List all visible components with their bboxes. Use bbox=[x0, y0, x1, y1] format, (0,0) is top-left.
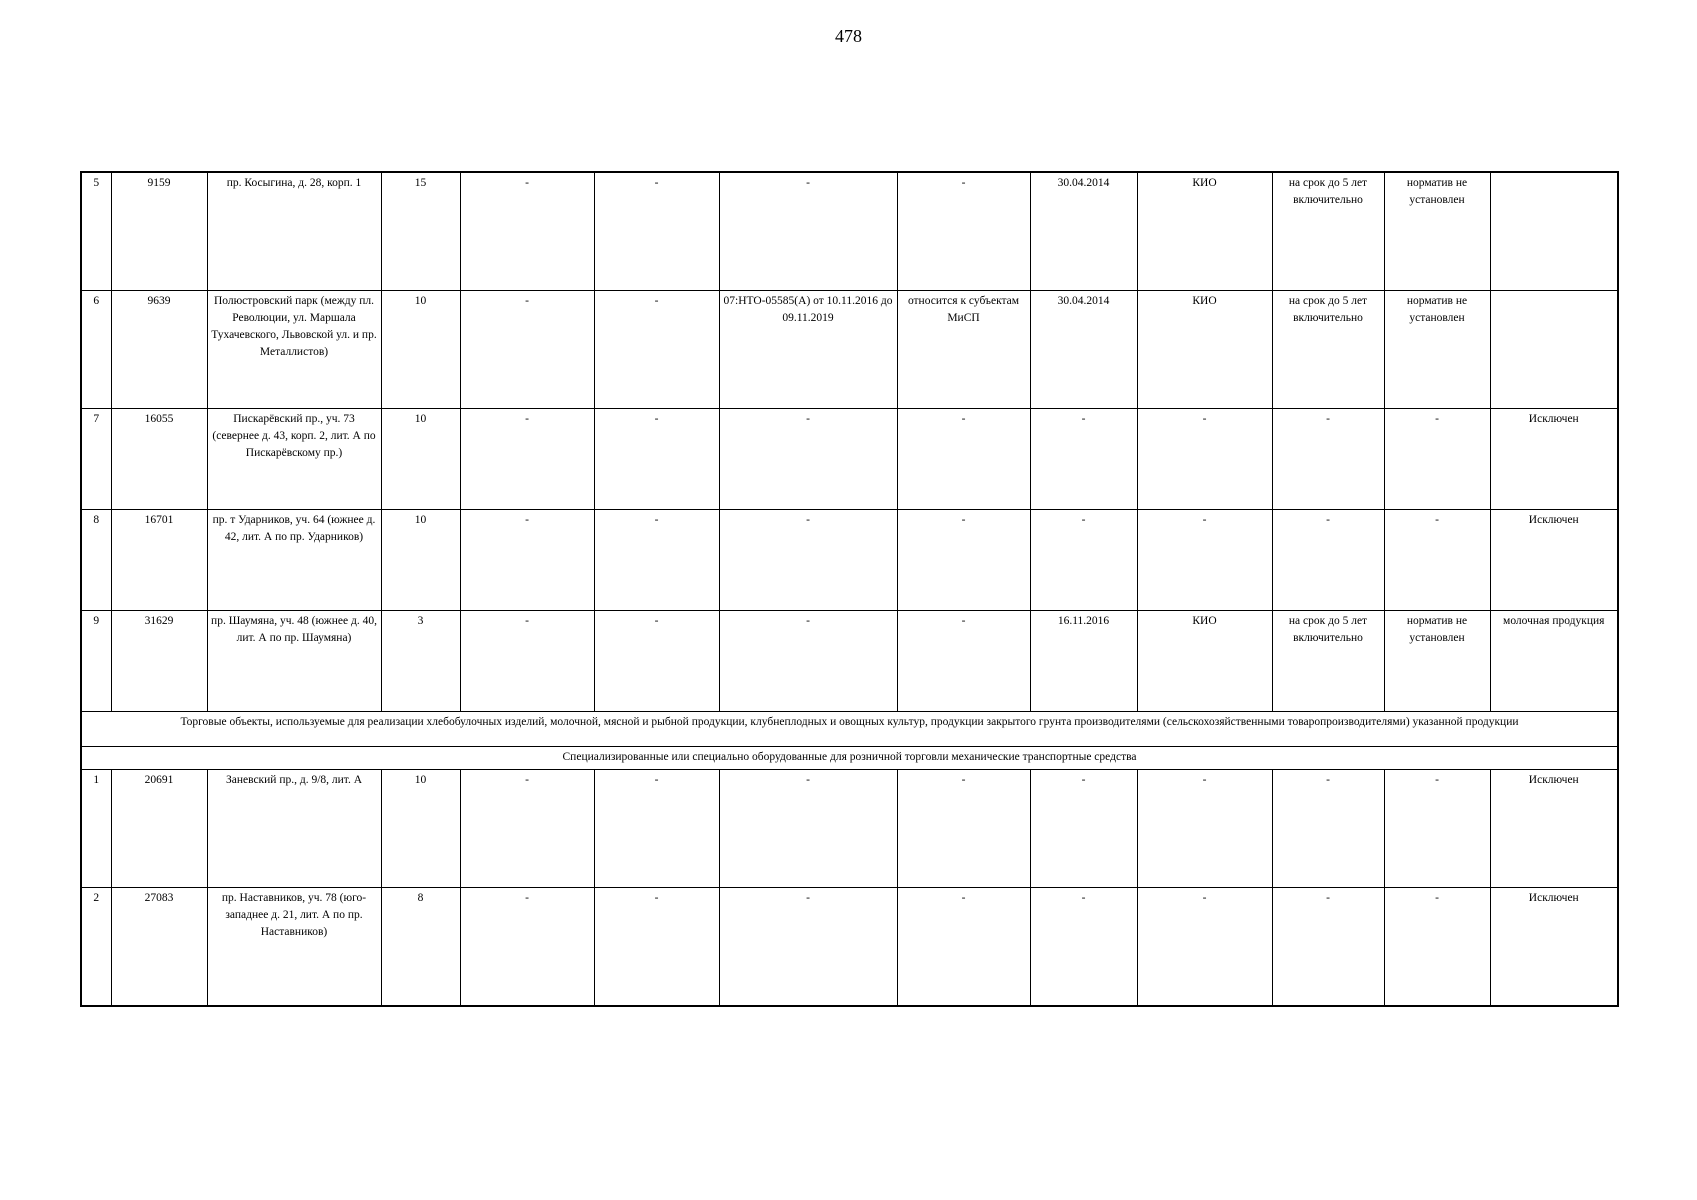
row-number: 8 bbox=[81, 510, 111, 611]
inclusion-date: - bbox=[1030, 888, 1137, 1007]
norm: норматив не установлен bbox=[1384, 611, 1490, 712]
subject-info: относится к субъектам МиСП bbox=[897, 291, 1030, 409]
note: Исключен bbox=[1490, 510, 1618, 611]
organization: КИО bbox=[1137, 611, 1272, 712]
object-area: 3 bbox=[381, 611, 460, 712]
row-number: 2 bbox=[81, 888, 111, 1007]
organization: - bbox=[1137, 510, 1272, 611]
cell-col5: - bbox=[460, 291, 594, 409]
term: на срок до 5 лет включительно bbox=[1272, 611, 1384, 712]
term: на срок до 5 лет включительно bbox=[1272, 291, 1384, 409]
object-code: 16701 bbox=[111, 510, 207, 611]
object-code: 9159 bbox=[111, 172, 207, 291]
norm: - bbox=[1384, 510, 1490, 611]
object-code: 27083 bbox=[111, 888, 207, 1007]
note bbox=[1490, 172, 1618, 291]
inclusion-date: - bbox=[1030, 770, 1137, 888]
object-code: 9639 bbox=[111, 291, 207, 409]
contract-info: 07:НТО-05585(А) от 10.11.2016 до 09.11.2019 bbox=[719, 291, 897, 409]
object-code: 20691 bbox=[111, 770, 207, 888]
section-heading-row bbox=[81, 747, 1618, 770]
table-row bbox=[81, 291, 1618, 409]
object-address: пр. т Ударников, уч. 64 (южнее д. 42, лит. А по пр. Ударников) bbox=[207, 510, 381, 611]
subject-info: - bbox=[897, 409, 1030, 510]
cell-col5: - bbox=[460, 770, 594, 888]
cell-col6: - bbox=[594, 172, 719, 291]
term: - bbox=[1272, 409, 1384, 510]
term: - bbox=[1272, 770, 1384, 888]
row-number: 9 bbox=[81, 611, 111, 712]
term: - bbox=[1272, 510, 1384, 611]
object-area: 8 bbox=[381, 888, 460, 1007]
row-number: 5 bbox=[81, 172, 111, 291]
subject-info: - bbox=[897, 770, 1030, 888]
cell-col5: - bbox=[460, 172, 594, 291]
object-code: 31629 bbox=[111, 611, 207, 712]
contract-info: - bbox=[719, 409, 897, 510]
inclusion-date: - bbox=[1030, 510, 1137, 611]
object-address: пр. Наставников, уч. 78 (юго-западнее д. 21, лит. А по пр. Наставников) bbox=[207, 888, 381, 1007]
page-number: 478 bbox=[835, 26, 862, 46]
object-area: 10 bbox=[381, 409, 460, 510]
cell-col5: - bbox=[460, 510, 594, 611]
organization: КИО bbox=[1137, 172, 1272, 291]
cell-col6: - bbox=[594, 409, 719, 510]
norm: - bbox=[1384, 409, 1490, 510]
cell-col5: - bbox=[460, 611, 594, 712]
objects-table bbox=[80, 171, 1619, 1007]
object-area: 10 bbox=[381, 291, 460, 409]
subject-info: - bbox=[897, 172, 1030, 291]
contract-info: - bbox=[719, 510, 897, 611]
subject-info: - bbox=[897, 888, 1030, 1007]
term: на срок до 5 лет включительно bbox=[1272, 172, 1384, 291]
note bbox=[1490, 291, 1618, 409]
cell-col6: - bbox=[594, 291, 719, 409]
table-row bbox=[81, 510, 1618, 611]
object-address: Пискарёвский пр., уч. 73 (севернее д. 43, корп. 2, лит. А по Пискарёвскому пр.) bbox=[207, 409, 381, 510]
section-heading-row bbox=[81, 712, 1618, 747]
row-number: 6 bbox=[81, 291, 111, 409]
norm: норматив не установлен bbox=[1384, 291, 1490, 409]
object-area: 10 bbox=[381, 770, 460, 888]
organization: - bbox=[1137, 409, 1272, 510]
note: Исключен bbox=[1490, 888, 1618, 1007]
contract-info: - bbox=[719, 172, 897, 291]
inclusion-date: 30.04.2014 bbox=[1030, 172, 1137, 291]
object-address: пр. Косыгина, д. 28, корп. 1 bbox=[207, 172, 381, 291]
contract-info: - bbox=[719, 611, 897, 712]
object-address: пр. Шаумяна, уч. 48 (южнее д. 40, лит. А по пр. Шаумяна) bbox=[207, 611, 381, 712]
object-area: 15 bbox=[381, 172, 460, 291]
organization: - bbox=[1137, 888, 1272, 1007]
section-heading: Специализированные или специально оборудованные для розничной торговли механические транспортные средства bbox=[81, 747, 1618, 770]
note: молочная продукция bbox=[1490, 611, 1618, 712]
organization: КИО bbox=[1137, 291, 1272, 409]
contract-info: - bbox=[719, 888, 897, 1007]
term: - bbox=[1272, 888, 1384, 1007]
subject-info: - bbox=[897, 611, 1030, 712]
norm: - bbox=[1384, 770, 1490, 888]
row-number: 7 bbox=[81, 409, 111, 510]
table-row bbox=[81, 888, 1618, 1007]
organization: - bbox=[1137, 770, 1272, 888]
note: Исключен bbox=[1490, 409, 1618, 510]
cell-col6: - bbox=[594, 888, 719, 1007]
table-row bbox=[81, 770, 1618, 888]
section-heading: Торговые объекты, используемые для реализации хлебобулочных изделий, молочной, мясной и рыбной продукции, клубнеплодных и овощных культур, продукции закрытого грунта производителями (сельскохозяйственными товаропроизводителями) указанной продукции bbox=[81, 712, 1618, 747]
cell-col6: - bbox=[594, 510, 719, 611]
contract-info: - bbox=[719, 770, 897, 888]
subject-info: - bbox=[897, 510, 1030, 611]
cell-col6: - bbox=[594, 611, 719, 712]
cell-col6: - bbox=[594, 770, 719, 888]
object-area: 10 bbox=[381, 510, 460, 611]
table-row bbox=[81, 172, 1618, 291]
object-address: Полюстровский парк (между пл. Революции, ул. Маршала Тухачевского, Львовской ул. и пр. Металлистов) bbox=[207, 291, 381, 409]
inclusion-date: - bbox=[1030, 409, 1137, 510]
object-code: 16055 bbox=[111, 409, 207, 510]
inclusion-date: 16.11.2016 bbox=[1030, 611, 1137, 712]
norm: - bbox=[1384, 888, 1490, 1007]
table-row bbox=[81, 409, 1618, 510]
inclusion-date: 30.04.2014 bbox=[1030, 291, 1137, 409]
object-address: Заневский пр., д. 9/8, лит. А bbox=[207, 770, 381, 888]
table-row bbox=[81, 611, 1618, 712]
note: Исключен bbox=[1490, 770, 1618, 888]
norm: норматив не установлен bbox=[1384, 172, 1490, 291]
cell-col5: - bbox=[460, 409, 594, 510]
row-number: 1 bbox=[81, 770, 111, 888]
cell-col5: - bbox=[460, 888, 594, 1007]
